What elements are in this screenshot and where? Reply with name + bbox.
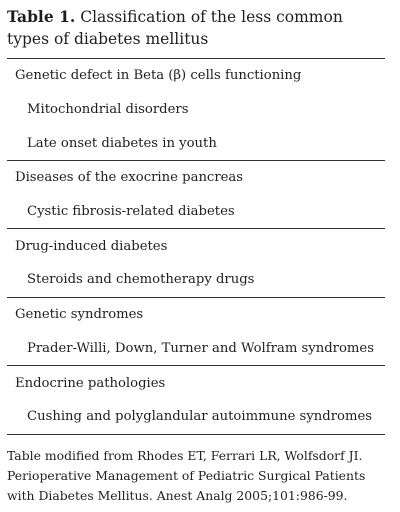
group-item: Mitochondrial disorders	[27, 102, 189, 118]
caption-title-part-2: types of diabetes mellitus	[7, 30, 209, 48]
table-group-genetic-defect	[7, 59, 385, 161]
table-group-drug-induced	[7, 229, 385, 297]
table-group-genetic-syndromes	[7, 298, 385, 366]
group-heading: Drug-induced diabetes	[15, 238, 168, 254]
group-item: Steroids and chemotherapy drugs	[27, 272, 255, 288]
footnote-line: Table modified from Rhodes ET, Ferrari LR, Wolfsdorf JI.	[7, 448, 363, 463]
group-heading: Genetic syndromes	[15, 307, 144, 323]
table-footnote	[7, 446, 395, 506]
table-group-endocrine	[7, 366, 385, 434]
caption-title-part-1: Classification of the less common	[80, 8, 343, 26]
caption-line-1	[7, 6, 387, 28]
group-heading: Diseases of the exocrine pancreas	[15, 170, 244, 186]
table-label: Table 1.	[7, 7, 76, 26]
table-group-exocrine-pancreas	[7, 161, 385, 229]
group-heading: Genetic defect in Beta (β) cells functioning	[15, 68, 302, 84]
group-item: Prader-Willi, Down, Turner and Wolfram syndromes	[27, 340, 374, 356]
footnote-line: with Diabetes Mellitus. Anest Analg 2005;101:986-99.	[7, 488, 348, 503]
group-item: Cystic fibrosis-related diabetes	[27, 204, 235, 220]
footnote-line: Perioperative Management of Pediatric Surgical Patients	[7, 468, 366, 483]
group-item: Cushing and polyglandular autoimmune syndromes	[27, 409, 373, 425]
group-item: Late onset diabetes in youth	[27, 135, 217, 151]
group-heading: Endocrine pathologies	[15, 375, 166, 391]
table-caption	[7, 6, 387, 50]
classification-table	[7, 58, 385, 435]
